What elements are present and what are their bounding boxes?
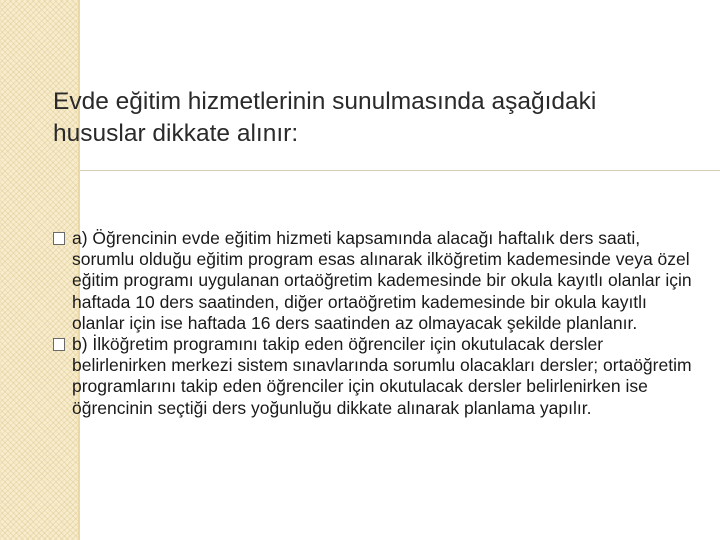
bullet-item-a: [53, 228, 693, 334]
bullet-item-b: [53, 334, 693, 419]
box-bullet-icon: [53, 232, 65, 245]
bullet-list: [53, 228, 693, 419]
bullet-text-a: a) Öğrencinin evde eğitim hizmeti kapsamında alacağı haftalık ders saati, sorumlu olduğu eğitim program esas alınarak ilköğretim kademesinde veya özel eğitim programı uygulanan ortaöğretim kademesinde bir okula kayıtlı olanlar için haftada 10 ders saatinden, diğer ortaöğretim kademesinde bir okula kayıtlı olanlar için ise haftada 16 ders saatinden az olmayacak şekilde planlanır.: [72, 228, 692, 333]
box-bullet-icon: [53, 338, 65, 351]
title-divider: [80, 170, 720, 171]
slide-title: Evde eğitim hizmetlerinin sunulmasında aşağıdaki hususlar dikkate alınır:: [53, 88, 597, 147]
bullet-text-b: b) İlköğretim programını takip eden öğrenciler için okutulacak dersler belirlenirken merkezi sistem sınavlarında sorumlu olacakları dersler; ortaöğretim programlarını takip eden öğrenciler için okutulacak dersler belirlenirken ise öğrencinin seçtiği ders yoğunluğu dikkate alınarak planlama yapılır.: [72, 334, 692, 418]
